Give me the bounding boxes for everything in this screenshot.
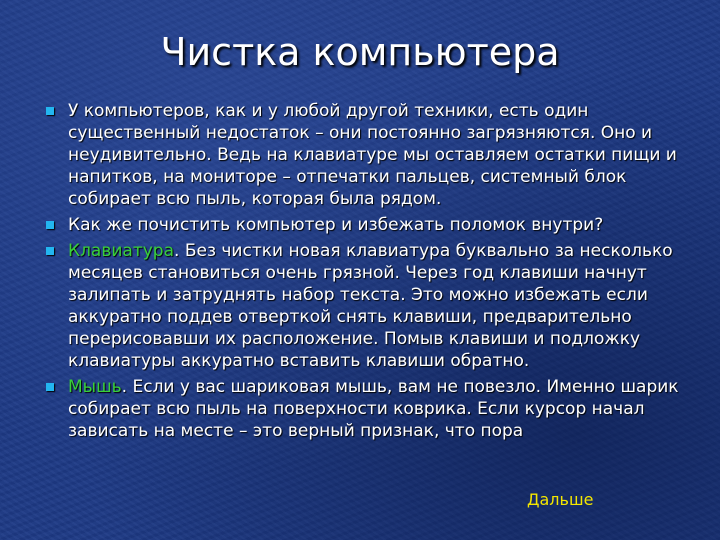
bullet-text: . Если у вас шариковая мышь, вам не повезло. Именно шарик собирает всю пыль на поверхности коврика. Если курсор начал зависать на месте – это верный признак, что пора: [68, 377, 679, 441]
bullet-text: У компьютеров, как и у любой другой техники, есть один существенный недостаток – они постоянно загрязняются. Оно и неудивительно. Ведь на клавиатуре мы оставляем остатки пищи и напитков, на мониторе – отпечатки пальцев, системный блок собирает всю пыль, которая была рядом.: [68, 101, 677, 209]
bullet-list: [44, 100, 684, 446]
bullet-square-icon: [46, 383, 54, 391]
bullet-item: [44, 240, 684, 372]
slide-title: Чистка компьютера: [160, 30, 560, 74]
bullet-item: [44, 100, 684, 210]
bullet-text: . Без чистки новая клавиатура буквально за несколько месяцев становиться очень грязной. Через год клавиши начнут залипать и затруднять набор текста. Это можно избежать если аккуратно поддев отверткой снять клавиши, предварительно перерисовавши их расположение. Помыв клавиши и подложку клавиатуры аккуратно вставить клавиши обратно.: [68, 241, 673, 371]
bullet-text: Как же почистить компьютер и избежать поломок внутри?: [68, 215, 604, 235]
keyword-link-keyboard[interactable]: Клавиатура: [68, 241, 175, 261]
bullet-square-icon: [46, 221, 54, 229]
next-link[interactable]: Дальше: [527, 490, 594, 509]
bullet-item: [44, 214, 684, 236]
bullet-square-icon: [46, 247, 54, 255]
bullet-item: [44, 376, 684, 442]
bullet-square-icon: [46, 107, 54, 115]
keyword-link-mouse[interactable]: Мышь: [68, 377, 122, 397]
